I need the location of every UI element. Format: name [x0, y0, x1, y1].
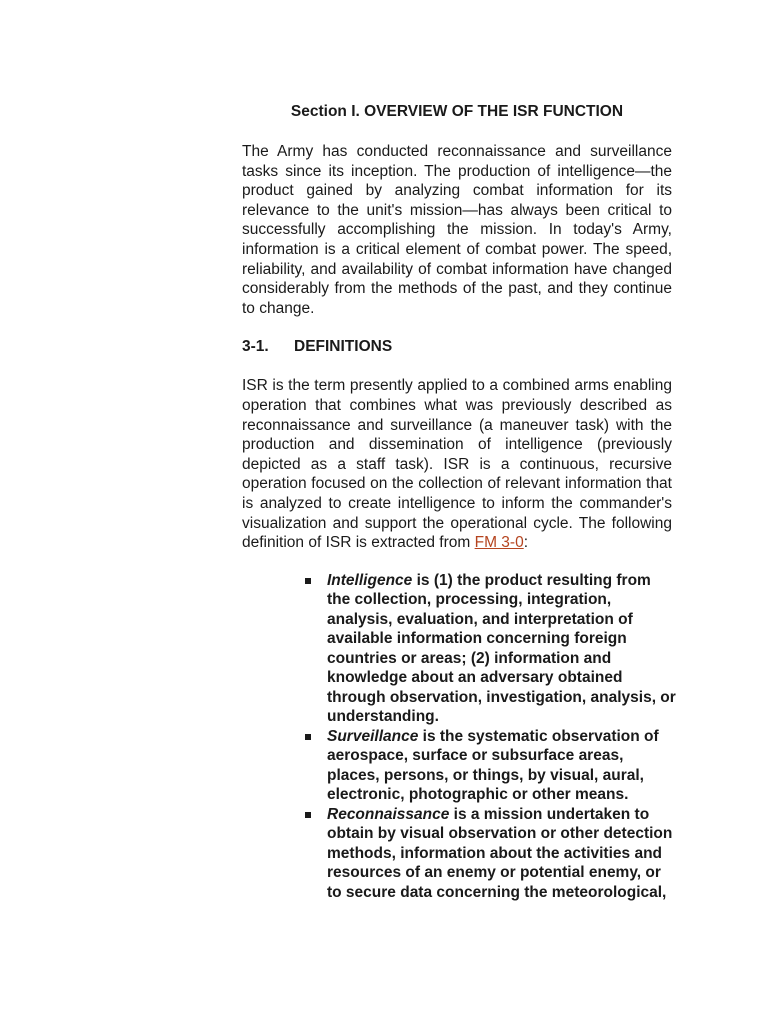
- heading-number: 3-1.: [242, 338, 269, 356]
- definition-text: is the systematic observation of aerospace, surface or subsurface areas, places, persons, or things, by visual, aural, electronic, photographic or other means.: [327, 727, 659, 804]
- definition-text: is (1) the product resulting from the collection, processing, integration, analysis, evaluation, and interpretation of available information concerning foreign countries or areas; (2) information and knowledge about an adversary obtained through observation, investigation, analysis, or understanding.: [327, 571, 676, 726]
- definition-list: [305, 571, 677, 903]
- definitions-trailing: :: [523, 534, 529, 552]
- document-page: [242, 100, 676, 902]
- definition-item-surveillance: [305, 727, 677, 805]
- definition-term: Surveillance: [327, 727, 419, 745]
- heading-title: DEFINITIONS: [294, 338, 393, 356]
- definition-term: Intelligence: [327, 571, 413, 589]
- definition-item-intelligence: [305, 571, 677, 727]
- bullet-square-icon: [305, 812, 311, 818]
- definitions-paragraph: [242, 376, 672, 552]
- definitions-heading: [242, 336, 672, 358]
- definition-text: is a mission undertaken to obtain by visual observation or other detection methods, information about the activities and resources of an enemy or potential enemy, or to secure data concerning the meteorological,: [327, 805, 673, 901]
- bullet-square-icon: [305, 578, 311, 584]
- fm-3-0-link[interactable]: FM 3-0: [474, 534, 524, 552]
- section-title: Section I. OVERVIEW OF THE ISR FUNCTION: [290, 103, 624, 120]
- bullet-square-icon: [305, 734, 311, 740]
- definition-item-reconnaissance: [305, 805, 677, 903]
- definition-term: Reconnaissance: [327, 805, 450, 823]
- definitions-text: ISR is the term presently applied to a combined arms enabling operation that combines what was previously described as reconnaissance and surveillance (a maneuver task) with the production and dissemination of intelligence (previously depicted as a staff task). ISR is a continuous, recursive operation focused on the collection of relevant information that is analyzed to create intelligence to inform the commander's visualization and support the operational cycle. The following definition of ISR is extracted from: [242, 377, 672, 552]
- intro-paragraph: The Army has conducted reconnaissance and surveillance tasks since its inception. The production of intelligence—the product gained by analyzing combat information for its relevance to the unit's mission—has always been critical to successfully accomplishing the mission. In today's Army, information is a critical element of combat power. The speed, reliability, and availability of combat information have changed considerably from the methods of the past, and they continue to change.: [242, 143, 672, 317]
